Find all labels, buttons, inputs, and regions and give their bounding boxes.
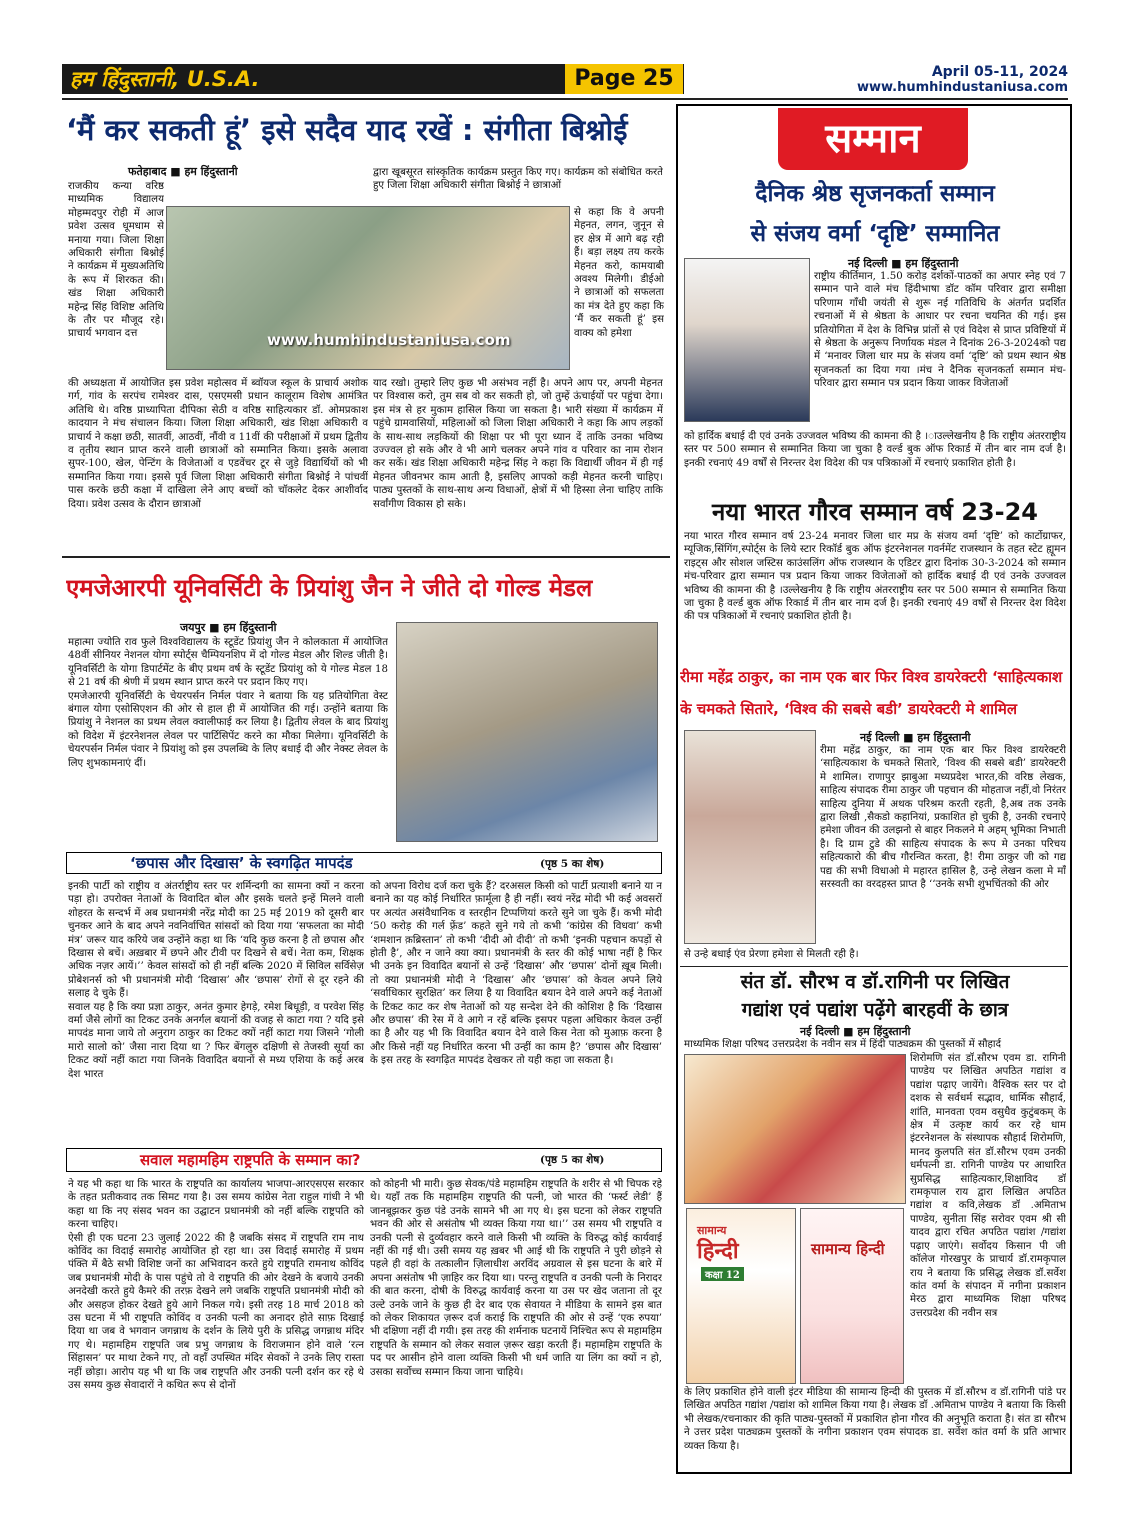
sidebar-s1-side: राष्ट्रीय कीर्तिमान, 1.50 करोड़ दर्शकों-पाठकों का अपार स्नेह एवं 7 सम्मान पाने वाले मंच हिंदीभाषा डॉट कॉम परिवार द्वारा समीक्षा परिणाम गाँधी जयंती से शुरू नई गतिविधि के अंतर्गत प्रदर्शित रचनाओं में से श्रेष्ठता के आधार पर रचना चयनित की गई। इस प्रतियोगिता में देश के विभिन्न प्रांतों से एवं विदेश से प्राप्त प्रविष्टियों में से श्रेष्ठता के अनुरूप निर्णायक मंडल ने दिनांक 26-3-2024को पद्य में ‘मनावर जिला धार मप्र के संजय वर्मा ‘दृष्टि’ को प्रथम स्थान श्रेष्ठ सृजनकर्ता का दिया गया ।मंच ने दैनिक सृजनकर्ता सम्मान मंच-परिवार द्वारा सम्मान पत्र प्रदान किया जाकर विजेताओं	[814, 271, 1066, 390]
story1-dateline: फतेहाबाद ■ हम हिंदुस्तानी	[128, 165, 238, 178]
story2-body: महात्मा ज्योति राव फुले विश्वविद्यालय के स्टूडेंट प्रियांशु जैन ने कोलकाता में आयोजित 48वीं सीनियर नेशनल योगा स्पोर्ट्स चैम्पियनशिप में दो गोल्ड मेडल और शिल्ड जीती है। यूनिवर्सिटी के योगा डिपार्टमेंट के बीए प्रथम वर्ष के स्टूडेंट प्रियांशु को ये गोल्ड मेडल 18 से 21 वर्ष की श्रेणी में प्रथम स्थान प्राप्त करने पर प्रदान किए गए। एमजेआरपी यूनिवर्सिटी के चेयरपर्सन निर्मल पंवार ने बताया कि यह प्रतियोगिता वेस्ट बंगाल योगा एसोसिएशन की ओर से हाल ही में आयोजित की गई। उन्होंने बताया कि प्रियांशु ने नेशनल का प्रथम लेवल क्वालीफाई कर लिया है। द्वितीय लेवल के बाद प्रियांशु को विदेश में इंटरनेशनल लेवल पर पार्टिसिपेंट करने का मौका मिलेगा। यूनिवर्सिटी के चेयरपर्सन निर्मल पंवार ने प्रियांशु को इस उपलब्धि के लिए बधाई दी और नेक्स्ट लेवल के लिए शुभकामनाएं दीं।	[68, 637, 388, 769]
sidebar-s4-headline-line2: गद्यांश एवं पद्यांश पढ़ेंगे बारहवीं के छात्र	[741, 999, 1009, 1021]
sidebar-s4-dateline: नई दिल्ली ■ हम हिंदुस्तानी	[800, 1025, 911, 1038]
sidebar-s1-rest: को हार्दिक बधाई दी एवं उनके उज्जवल भविष्य की कामना की है ।ाउल्लेखनीय है कि राष्ट्रीय अंतरराष्ट्रीय स्तर पर 500 सम्मान से सम्मानित किया जा चुका है वर्ल्ड बुक ऑफ रिकार्ड में तीन बार नाम दर्ज है। इनकी रचनाएं 49 वर्षों से निरन्तर देश विदेश की पत्र पत्रिकाओं में रचनाएं प्रकाशित होती है।	[684, 431, 1066, 469]
story4-col1: ने यह भी कहा था कि भारत के राष्ट्रपति का कार्यालय भाजपा-आरएसएस सरकार के तहत प्रतीकवाद तक सिमट गया है। उस समय कांग्रेस नेता राहुल गांधी ने भी कहा था कि नए संसद भवन का उद्घाटन प्रधानमंत्री को नहीं बल्कि राष्ट्रपति को करना चाहिए। ऐसी ही एक घटना 23 जुलाई 2022 की है जबकि संसद में राष्ट्रपति राम नाथ कोविंद का विदाई समारोह आयोजित हो रहा था। उस विदाई समारोह में प्रथम पंक्ति में बैठे सभी विशिष्ट जनों का अभिवादन करते हुये राष्ट्रपति रामनाथ कोविंद जब प्रधानमंत्री मोदी के पास पहुंचे तो वे राष्ट्रपति की ओर देखने के बजाये उनकी अनदेखी करते हुये कैमरे की तरफ़ देखने लगे जबकि राष्ट्रपति प्रधानमंत्री मोदी को और असहज होकर देखते हुये आगे निकल गये। इसी तरह 18 मार्च 2018 को उस घटना में भी राष्ट्रपति कोविंद व उनकी पत्नी का अनादर होते साफ़ दिखाई दिया था जब वे भगवान जगन्नाथ के दर्शन के लिये पुरी के प्रसिद्ध जगन्नाथ मंदिर गए थे। महामहिम राष्ट्रपति जब प्रभु जगन्नाथ के विराजमान होने वाले ‘रत्न सिंहासन’ पर माथा टेकने गए, तो वहाँ उपस्थित मंदिर सेवकों ने उनके लिए रास्ता नहीं छोड़ा। आरोप यह भी था कि जब राष्ट्रपति और उनकी पत्नी दर्शन कर रहे थे उस समय कुछ सेवादारों ने कथित रूप से दोनों	[68, 1179, 364, 1392]
sidebar-s4-couple-photo	[684, 1054, 906, 1204]
sidebar-s3-dateline: नई दिल्ली ■ हम हिंदुस्तानी	[860, 731, 971, 744]
story3-col1: इनकी पार्टी को राष्ट्रीय व अंतर्राष्ट्रीय स्तर पर शर्मिन्दगी का सामना क्यों न करना पड़ा हो। उपरोक्त नेताओं के विवादित बोल और इसके चलते इन्हें मिलने वाली शोहरत के सन्दर्भ में अब प्रधानमंत्री नरेंद्र मोदी का 25 मई 2019 को दूसरी बार चुनकर आने के बाद अपने नवनिर्वाचित सांसदों को दिया गया ‘सफलता का मोदी मंत्र’ जरूर याद करिये जब उन्होंने कहा था कि ‘यदि कुछ करना है तो छपास और दिखास से बचें। अख़बार में छपने और टीवी पर दिखने से बचें। नेता कम, शिक्षक अधिक नज़र आयें।’’ केवल सांसदों को ही नहीं बल्कि 2020 में सिविल सर्विसेज़ प्रोबेशनर्स को भी प्रधानमंत्री मोदी ‘दिखास’ और ‘छपास’ रोगों से दूर रहने की सलाह दे चुके हैं। सवाल यह है कि क्या प्रज्ञा ठाकुर, अनंत कुमार हेगड़े, रमेश बिधूड़ी, व परवेश सिंह वर्मा जैसे लोगों का टिकट उनके अनर्गल बयानों की वजह से काटा गया ? यदि इसे मापदंड माना जाये तो अनुराग ठाकुर का टिकट क्यों नहीं काटा गया जिसने ‘गोली मारो सालो को’ जैसा नारा दिया था ? फिर बेंगलुरु दक्षिणी से तेजस्वी सूर्या का टिकट क्यों नहीं काटा गया जिनके विवादित बयानों से मध्य एशिया के कई अरब देश भारत	[68, 881, 364, 1080]
header-rule	[62, 98, 1068, 100]
sidebar-divider	[680, 966, 1068, 967]
story1-col2-top: द्वारा खूबसूरत सांस्कृतिक कार्यक्रम प्रस्तुत किए गए। कार्यक्रम को संबोधित करते हुए जिला शिक्षा अधिकारी संगीता बिश्नोई ने छात्राओं	[373, 167, 663, 192]
photo-watermark: www.humhindustaniusa.com	[267, 331, 511, 349]
story1-col2-rest: याद रखो। तुम्हारे लिए कुछ भी असंभव नहीं है। अपने आप पर, अपनी मेहनत पर विश्वास करो, तुम सब वो कर सकती हो, जो तुम्हें ऊंचाईयों पर पहुंचा देगा। इस मंत्र से हर मुकाम हासिल किया जा सकता है। भारी संख्या में कार्यक्रम में पहुंचे ग्रामवासियों, महिलाओं को जिला शिक्षा अधिकारी ने कहा कि आप लड़कों के साथ-साथ लड़कियों की शिक्षा पर भी पूरा ध्यान दें ताकि उनका भविष्य उज्ज्वल हो सके और वे भी आगे चलकर अपने गांव व परिवार का नाम रोशन कर सकें। खंड शिक्षा अधिकारी महेन्द्र सिंह ने कहा कि विद्यार्थी जीवन में ही गई मेहनत जीवनभर काम आती है, इसलिए आपको कड़ी मेहनत करनी चाहिए। पाठ्य पुस्तकों के साथ-साथ अन्य विधाओं, क्षेत्रों में भी हिस्सा लेना चाहिए ताकि सर्वांगीण विकास हो सके।	[373, 378, 663, 510]
page-number-label: Page 25	[565, 64, 683, 94]
sidebar-s4-book2	[800, 1208, 904, 1384]
sidebar-s4-side: शिरोमणि संत डॉ.सौरभ एवम डा. रागिनी पाण्डेय पर लिखित अपठित गद्यांश व पद्यांश पढ़ाए जायेंगे। वैश्विक स्तर पर दो दशक से सर्वधर्म सद्भाव, धार्मिक सौहार्द, शांति, मानवता एवम वसुधैव कुटुंबकम् के क्षेत्र में उत्कृष्ट कार्य कर रहे धाम इंटरनेशनल के संस्थापक सौहार्द शिरोमणि, मानद कुलपति संत डॉ.सौरभ एवम उनकी धर्मपत्नी डा. रागिनी पाण्डेय पर आधारित सुप्रसिद्ध साहित्यकार,शिक्षाविद डॉ रामकृपाल राय द्वारा लिखित अपठित गद्यांश व कवि,लेखक डॉ .अमिताभ पाण्डेय, सुनीता सिंह सरोवर एवम श्री सी यादव द्वारा रचित अपठित पद्यांश /गद्यांश पढ़ाए जाएंगे। सर्वोदय किसान पी जी कॉलेज गोरखपुर के प्राचार्य डॉ.रामकृपाल राय ने बताया कि प्रसिद्ध लेखक डॉ.सर्वेश कांत वर्मा के संपादन में नगीना प्रकाशन मेरठ द्वारा माध्यमिक शिक्षा परिषद उत्तरप्रदेश की नवीन सत्र	[910, 1053, 1066, 1319]
sidebar-s1-dateline: नई दिल्ली ■ हम हिंदुस्तानी	[848, 257, 959, 270]
sidebar-s2-headline: नया भारत गौरव सम्मान वर्ष 23-24	[712, 498, 1038, 526]
sidebar-s3-portrait	[684, 730, 816, 944]
book1-class: कक्षा 12	[701, 1267, 744, 1281]
book1-subtitle: सामान्य	[697, 1224, 727, 1237]
sidebar-s3-headline-line2: के चमकते सितारे, ‘विश्व की सबसे बडी’ डायरेक्टरी मे शामिल	[680, 700, 1018, 718]
sidebar-s4-headline-line1: संत डॉ. सौरभ व डॉ.रागिनी पर लिखित	[740, 971, 1010, 993]
issue-date: April 05-11, 2024	[931, 64, 1068, 80]
story4-continued: (पृष्ठ 5 का शेष)	[540, 1154, 605, 1166]
sidebar-s4-top: माध्यमिक शिक्षा परिषद उत्तरप्रदेश के नवीन सत्र में हिंदी पाठ्यक्रम की पुस्तकों में सौहार्द	[684, 1039, 1001, 1050]
sidebar-s1-portrait	[684, 258, 810, 422]
story2-dateline: जयपुर ■ हम हिंदुस्तानी	[180, 621, 277, 634]
book1-title: हिन्दी	[697, 1238, 739, 1264]
sidebar-s4-rest: के लिए प्रकाशित होने वाली इंटर मीडिया की सामान्य हिन्दी की पुस्तक में डॉ.सौरभ व डॉ.रागिनी पांडे पर लिखित अपठित गद्यांश /पद्यांश को शामिल किया गया है। लेखक डॉ .अमिताभ पाण्डेय ने बताया कि किसी भी लेखक/रचनाकार की कृति पाठ्य-पुस्तकों में प्रकाशित होना गौरव की अनुभूति कराता है। संत डा सौरभ ने उत्तर प्रदेश पाठ्यक्रम पुस्तकों के नगीना प्रकाशन एवम संपादक डा. सर्वेश कांत वर्मा के प्रति आभार व्यक्त किया है।	[684, 1387, 1066, 1452]
story1-intro: राजकीय कन्या वरिष्ठ माध्यमिक विद्यालय मोहम्मदपुर रोही में आज प्रवेश उत्सव धूमधाम से मनाया गया। जिला शिक्षा अधिकारी संगीता बिश्नोई ने कार्यक्रम में मुख्यअतिथि के रूप में शिरकत की। खंड शिक्षा अधिकारी महेन्द्र सिंह विशिष्ट अतिथि के तौर पर मौजूद रहे। प्राचार्य भगवान दत्त	[68, 181, 164, 340]
story1-col1-rest: की अध्यक्षता में आयोजित इस प्रवेश महोत्सव में ब्वॉयज स्कूल के प्राचार्य अशोक गर्ग, गांव के सरपंच रामेश्वर दास, एसएमसी प्रधान कालूराम विशेष आमंत्रित अतिथि थे। वरिष्ठ प्राध्यापिता दीपिका सेठी व वरिष्ठ साहित्यकार डॉ. ओमप्रकाश कादयान ने मंच संचालन किया। जिला शिक्षा अधिकारी, खंड शिक्षा अधिकारी व प्राचार्य ने कक्षा छठी, सातवीं, आठवीं, नौंवी व 11वीं की परीक्षाओं में प्रथम द्वितीय व तृतीय स्थान प्राप्त करने वाली छात्राओं को सम्मानित किया। इसके अलावा सुपर-100, खेल, पेन्टिंग के विजेताओं व एडवेंचर टूर से जुड़े विद्यार्थियों को भी सम्मानित किया गया। इससे पूर्व जिला शिक्षा अधिकारी संगीता बिश्नोई ने पांचवीं पास करके छठी कक्षा में दाखिला लेने आए बच्चों को चॉकलेट देकर आशीर्वाद दिया। प्रवेश उत्सव के दौरान छात्राओं	[68, 378, 368, 510]
sidebar-s4-book1	[686, 1208, 796, 1384]
story3-col2: को अपना विरोध दर्ज करा चुके हैं? दरअसल किसी को पार्टी प्रत्याशी बनाने या न बनाने का यह कोई निर्धारित फ़ार्मूला है ही नहीं। स्वयं नरेंद्र मोदी भी कई अवसरों पर अत्यंत असंवैधानिक व स्तरहीन टिप्पणियां करते सुने जा चुके हैं। कभी मोदी ‘50 करोड़ की गर्ल फ़्रेंड’ कहते सुने गये तो कभी ‘कांग्रेस की विधवा’ कभी ‘शमशान क़ब्रिस्तान’ तो कभी ‘दीदी ओ दीदी’ तो कभी ‘इनकी पहचान कपड़ों से होती है’, और न जाने क्या क्या। प्रधानमंत्री के स्तर की कोई भाषा नहीं है फिर भी उनके इन विवादित बयानों से उन्हें ‘दिखास’ और ‘छपास’ दोनों ख़ूब मिली। तो क्या प्रधानमंत्री मोदी ने ‘दिखास’ और ‘छपास’ को केवल अपने लिये ‘सर्वाधिकार सुरक्षित’ कर लिया है या विवादित बयान देने वाले अपने कई नेताओं के टिकट काट कर शेष नेताओं को यह सन्देश देने की कोशिश है कि ‘दिखास और छपास’ की रेस में वे आगे न रहें बल्कि इसपर पहला अधिकार केवल उन्हीं का है और यह भी कि विवादित बयान देने वाले किस नेता को मुआफ़ करना है और किसे नहीं यह निर्धारित करना भी उन्हीं का काम है? ‘छपास और दिखास’ के इस तरह के स्वगढ़ित मापदंड देखकर तो यही कहा जा सकता है।	[370, 881, 662, 1067]
sidebar-s3-headline-line1: रीमा महेंद्र ठाकुर, का नाम एक बार फिर विश्व डायरेक्टरी ‘साहित्यकाश	[680, 668, 1063, 686]
story3-headline: ‘छपास और दिखास’ के स्वगढ़ित मापदंड	[130, 854, 353, 872]
book2-title: सामान्य हिन्दी	[811, 1240, 885, 1258]
story2-medal-photo	[396, 622, 658, 842]
story3-continued: (पृष्ठ 5 का शेष)	[540, 858, 605, 870]
sidebar-s3-tail: से उन्हे बधाई एंव प्रेरणा हमेशा से मिलती रही है।	[684, 949, 859, 960]
sidebar-s1-headline-line1: दैनिक श्रेष्ठ सृजनकर्ता सम्मान	[755, 181, 995, 207]
story1-divider	[62, 556, 670, 558]
sidebar-s2-body: नया भारत गौरव सम्मान वर्ष 23-24 मनावर जिला धार मप्र के संजय वर्मा ‘दृष्टि’ को कार्टोग्राफर, म्यूजिक,सिंगिंग,स्पोर्ट्स के लिये स्टार रिकॉर्ड बुक ऑफ इंटरनेशनल गवर्नमेंट राजस्थान के तहत स्टेट ह्यूमन राइट्स और सोशल जस्टिस काउंसलिंग ऑफ राजस्थान के एडिटर द्वारा दिनांक 30-3-2024 को सम्मान मंच-परिवार द्वारा सम्मान पत्र प्रदान किया जाकर विजेताओं को हार्दिक बधाई दी एवं उनके उज्जवल भविष्य की कामना की है ।उल्लेखनीय है कि राष्ट्रीय अंतरराष्ट्रीय स्तर पर 500 सम्मान से सम्मानित किया जा चुका है वर्ल्ड बुक ऑफ रिकार्ड में तीन बार नाम दर्ज है। इनकी रचनाएं 49 वर्षों से निरन्तर देश विदेश की पत्र पत्रिकाओं में रचनाएं प्रकाशित होती है।	[684, 531, 1066, 623]
story1-group-photo	[166, 206, 570, 370]
sidebar-s1-headline-line2: से संजय वर्मा ‘दृष्टि’ सम्मानित	[750, 221, 1000, 247]
story4-col2: को कोहनी भी मारी। कुछ सेवक/पंडे महामहिम राष्ट्रपति के शरीर से भी चिपक रहे थे। यहाँ तक कि महामहिम राष्ट्रपति की पत्नी, जो भारत की ‘फर्स्ट लेडी’ हैं जानबूझकर कुछ पंडे उनके सामने भी आ गए थे। इस घटना को लेकर राष्ट्रपति भवन की ओर से असंतोष भी व्यक्त किया गया था।’’ उस समय भी राष्ट्रपति व उनकी पत्नी से दुर्व्यवहार करने वाले किसी भी व्यक्ति के विरुद्ध कोई कार्यवाई नहीं की गई थी। उसी समय यह ख़बर भी आई थी कि राष्ट्रपति ने पुरी छोड़ने से पहले ही वहां के तत्कालीन ज़िलाधीश अरविंद अग्रवाल से इस घटना के बारे में अपना असंतोष भी ज़ाहिर कर दिया था। परन्तु राष्ट्रपति व उनकी पत्नी के निरादर की बात करना, दोषी के विरुद्ध कार्यवाई करना या उस पर खेद जताना तो दूर उल्टे उनके जाने के कुछ ही देर बाद एक सेवायत ने मीडिया के सामने इस बात को लेकर शिकायत ज़रूर दर्ज कराई कि राष्ट्रपति की ओर से उन्हें ‘एक रुपया’ भी दक्षिणा नहीं दी गयी। इस तरह की शर्मनाक घटनायें निश्चित रूप से महामहिम राष्ट्रपति के सम्मान को लेकर सवाल ज़रूर खड़ा करती हैं। महामहिम राष्ट्रपति के पद पर आसीन होने वाला व्यक्ति किसी भी धर्म जाति या लिंग का क्यों न हो, उसका सर्वोच्च सम्मान किया जाना चाहिये।	[370, 1179, 662, 1378]
masthead-title: हम हिंदुस्तानी, U.S.A.	[70, 67, 260, 91]
story4-headline: सवाल महामहिम राष्ट्रपति के सम्मान का?	[140, 1151, 361, 1169]
story1-headline: ‘मैं कर सकती हूं’ इसे सदैव याद रखें : संगीता बिश्नोई	[66, 113, 628, 147]
website-url[interactable]: www.humhindustaniusa.com	[856, 80, 1068, 95]
sidebar-banner: सम्मान	[778, 108, 968, 170]
story1-col2-side: से कहा कि वे अपनी मेहनत, लगन, जुनून से हर क्षेत्र में आगे बढ़ रही हैं। बड़ा लक्ष्य तय करके मेहनत करो, कामयाबी अवश्य मिलेगी। डीईओ ने छात्राओं को सफलता का मंत्र देते हुए कहा कि ‘मैं कर सकती हूं’ इस वाक्य को हमेशा	[574, 207, 664, 339]
story2-headline: एमजेआरपी यूनिवर्सिटी के प्रियांशु जैन ने जीते दो गोल्ड मेडल	[66, 574, 593, 602]
sidebar-s3-side: रीमा महेंद्र ठाकुर, का नाम एक बार फिर विश्व डायरेक्टरी ‘साहित्यकाश के चमकते सितारे, ‘विश्व की सबसे बडी’ डायरेक्टरी मे शामिल। राणापुर झाबुआ मध्यप्रदेश भारत,की वरिष्ठ लेखक, साहित्य संपादक रीमा ठाकुर जी पहचान की मोहताज नहीं,वो निरंतर साहित्य दुनिया में अथक परिश्रम करती रहती, है,अब तक उनके द्वारा लिखी ,सैकडो कहानियां, प्रकाशित हो चुकी है, उनकी रचनाऐ हमेशा जीवन की उलझनो से बाहर निकलने मे अहम् भूमिका निभाती है। दि ग्राम टुडे की साहित्य संपादक के रूप मे उनका परिचय सहित्यकारो की बीच गौरन्वित करता, है! रीमा ठाकुर जी को गद्य पद्य की सभी विधाओ मे महारत हासिल है, उन्हे लेखन कला मे माँ सरस्वती का वरदहस्त प्राप्त है ‘‘उनके सभी शुभचिंतको की ओर	[820, 745, 1066, 891]
